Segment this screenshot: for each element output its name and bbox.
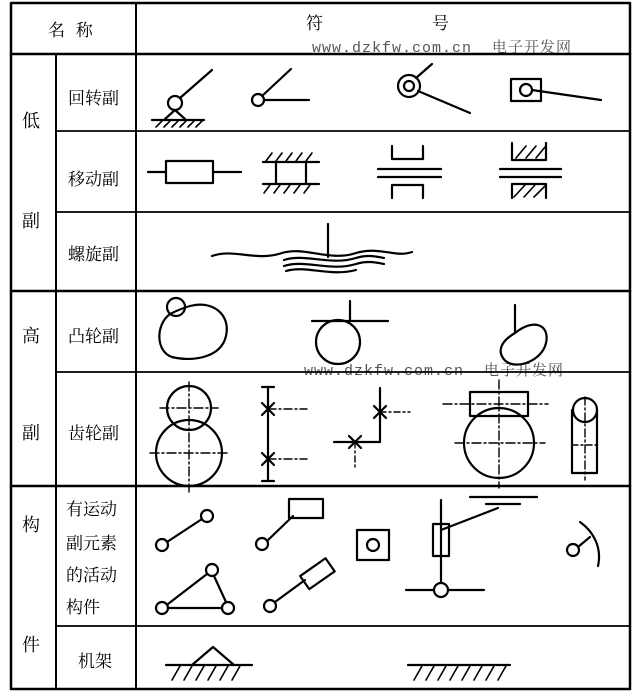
revolute-symbol-3 bbox=[398, 64, 470, 113]
gear-symbol-2 bbox=[262, 387, 307, 481]
row-label-frame: 机架 bbox=[78, 652, 112, 672]
category-high-2: 副 bbox=[22, 423, 40, 444]
prismatic-symbol-4 bbox=[500, 143, 561, 198]
member-rod-slider bbox=[264, 558, 335, 612]
category-member-1: 构 bbox=[22, 515, 40, 536]
header-symbol-col-2: 号 bbox=[432, 14, 449, 34]
watermark-middle: www.dzkfw.com.cn 电子开发网 bbox=[304, 363, 565, 380]
frame-symbol-2 bbox=[408, 665, 510, 680]
row-label-moving-1: 有运动 bbox=[66, 500, 117, 520]
prismatic-symbol-1 bbox=[148, 161, 241, 183]
member-slider-link bbox=[256, 499, 323, 550]
watermark-top: www.dzkfw.com.cn 电子开发网 bbox=[312, 40, 573, 57]
prismatic-symbol-3 bbox=[378, 146, 441, 198]
row-label-cam: 凸轮副 bbox=[68, 327, 119, 347]
header-symbol-col-1: 符 bbox=[306, 14, 323, 34]
screw-symbol bbox=[212, 224, 412, 272]
member-arc-lever bbox=[567, 522, 599, 566]
revolute-symbol-2 bbox=[252, 69, 309, 106]
row-label-gear: 齿轮副 bbox=[68, 424, 119, 444]
revolute-symbol-4 bbox=[511, 79, 601, 101]
frame-symbol-1 bbox=[166, 647, 252, 680]
member-triangle bbox=[156, 564, 234, 614]
table-grid bbox=[11, 3, 630, 689]
row-label-screw: 螺旋副 bbox=[68, 245, 119, 265]
gear-symbol-1 bbox=[150, 382, 228, 492]
category-member-2: 件 bbox=[22, 635, 40, 656]
gear-symbol-3 bbox=[334, 388, 410, 470]
row-label-moving-4: 构件 bbox=[66, 598, 100, 618]
cam-symbol-1 bbox=[159, 298, 226, 359]
category-low-1: 低 bbox=[22, 111, 40, 132]
row-label-moving-3: 的活动 bbox=[66, 566, 117, 586]
header-name-col: 名 称 bbox=[48, 21, 93, 41]
category-low-2: 副 bbox=[22, 211, 40, 232]
row-label-revolute: 回转副 bbox=[68, 89, 119, 109]
member-bar-two-joints bbox=[156, 510, 213, 551]
gear-symbol-4 bbox=[443, 380, 548, 488]
cam-symbol-2 bbox=[312, 301, 388, 364]
category-high-1: 高 bbox=[22, 326, 40, 347]
gear-symbol-5 bbox=[572, 397, 597, 480]
member-block bbox=[357, 530, 389, 560]
row-label-moving-2: 副元素 bbox=[66, 534, 117, 554]
member-slider-vertical bbox=[406, 497, 537, 597]
revolute-symbol-1 bbox=[152, 70, 212, 127]
prismatic-symbol-2 bbox=[263, 153, 319, 193]
row-label-prismatic: 移动副 bbox=[68, 170, 119, 190]
cam-symbol-3 bbox=[501, 305, 547, 365]
